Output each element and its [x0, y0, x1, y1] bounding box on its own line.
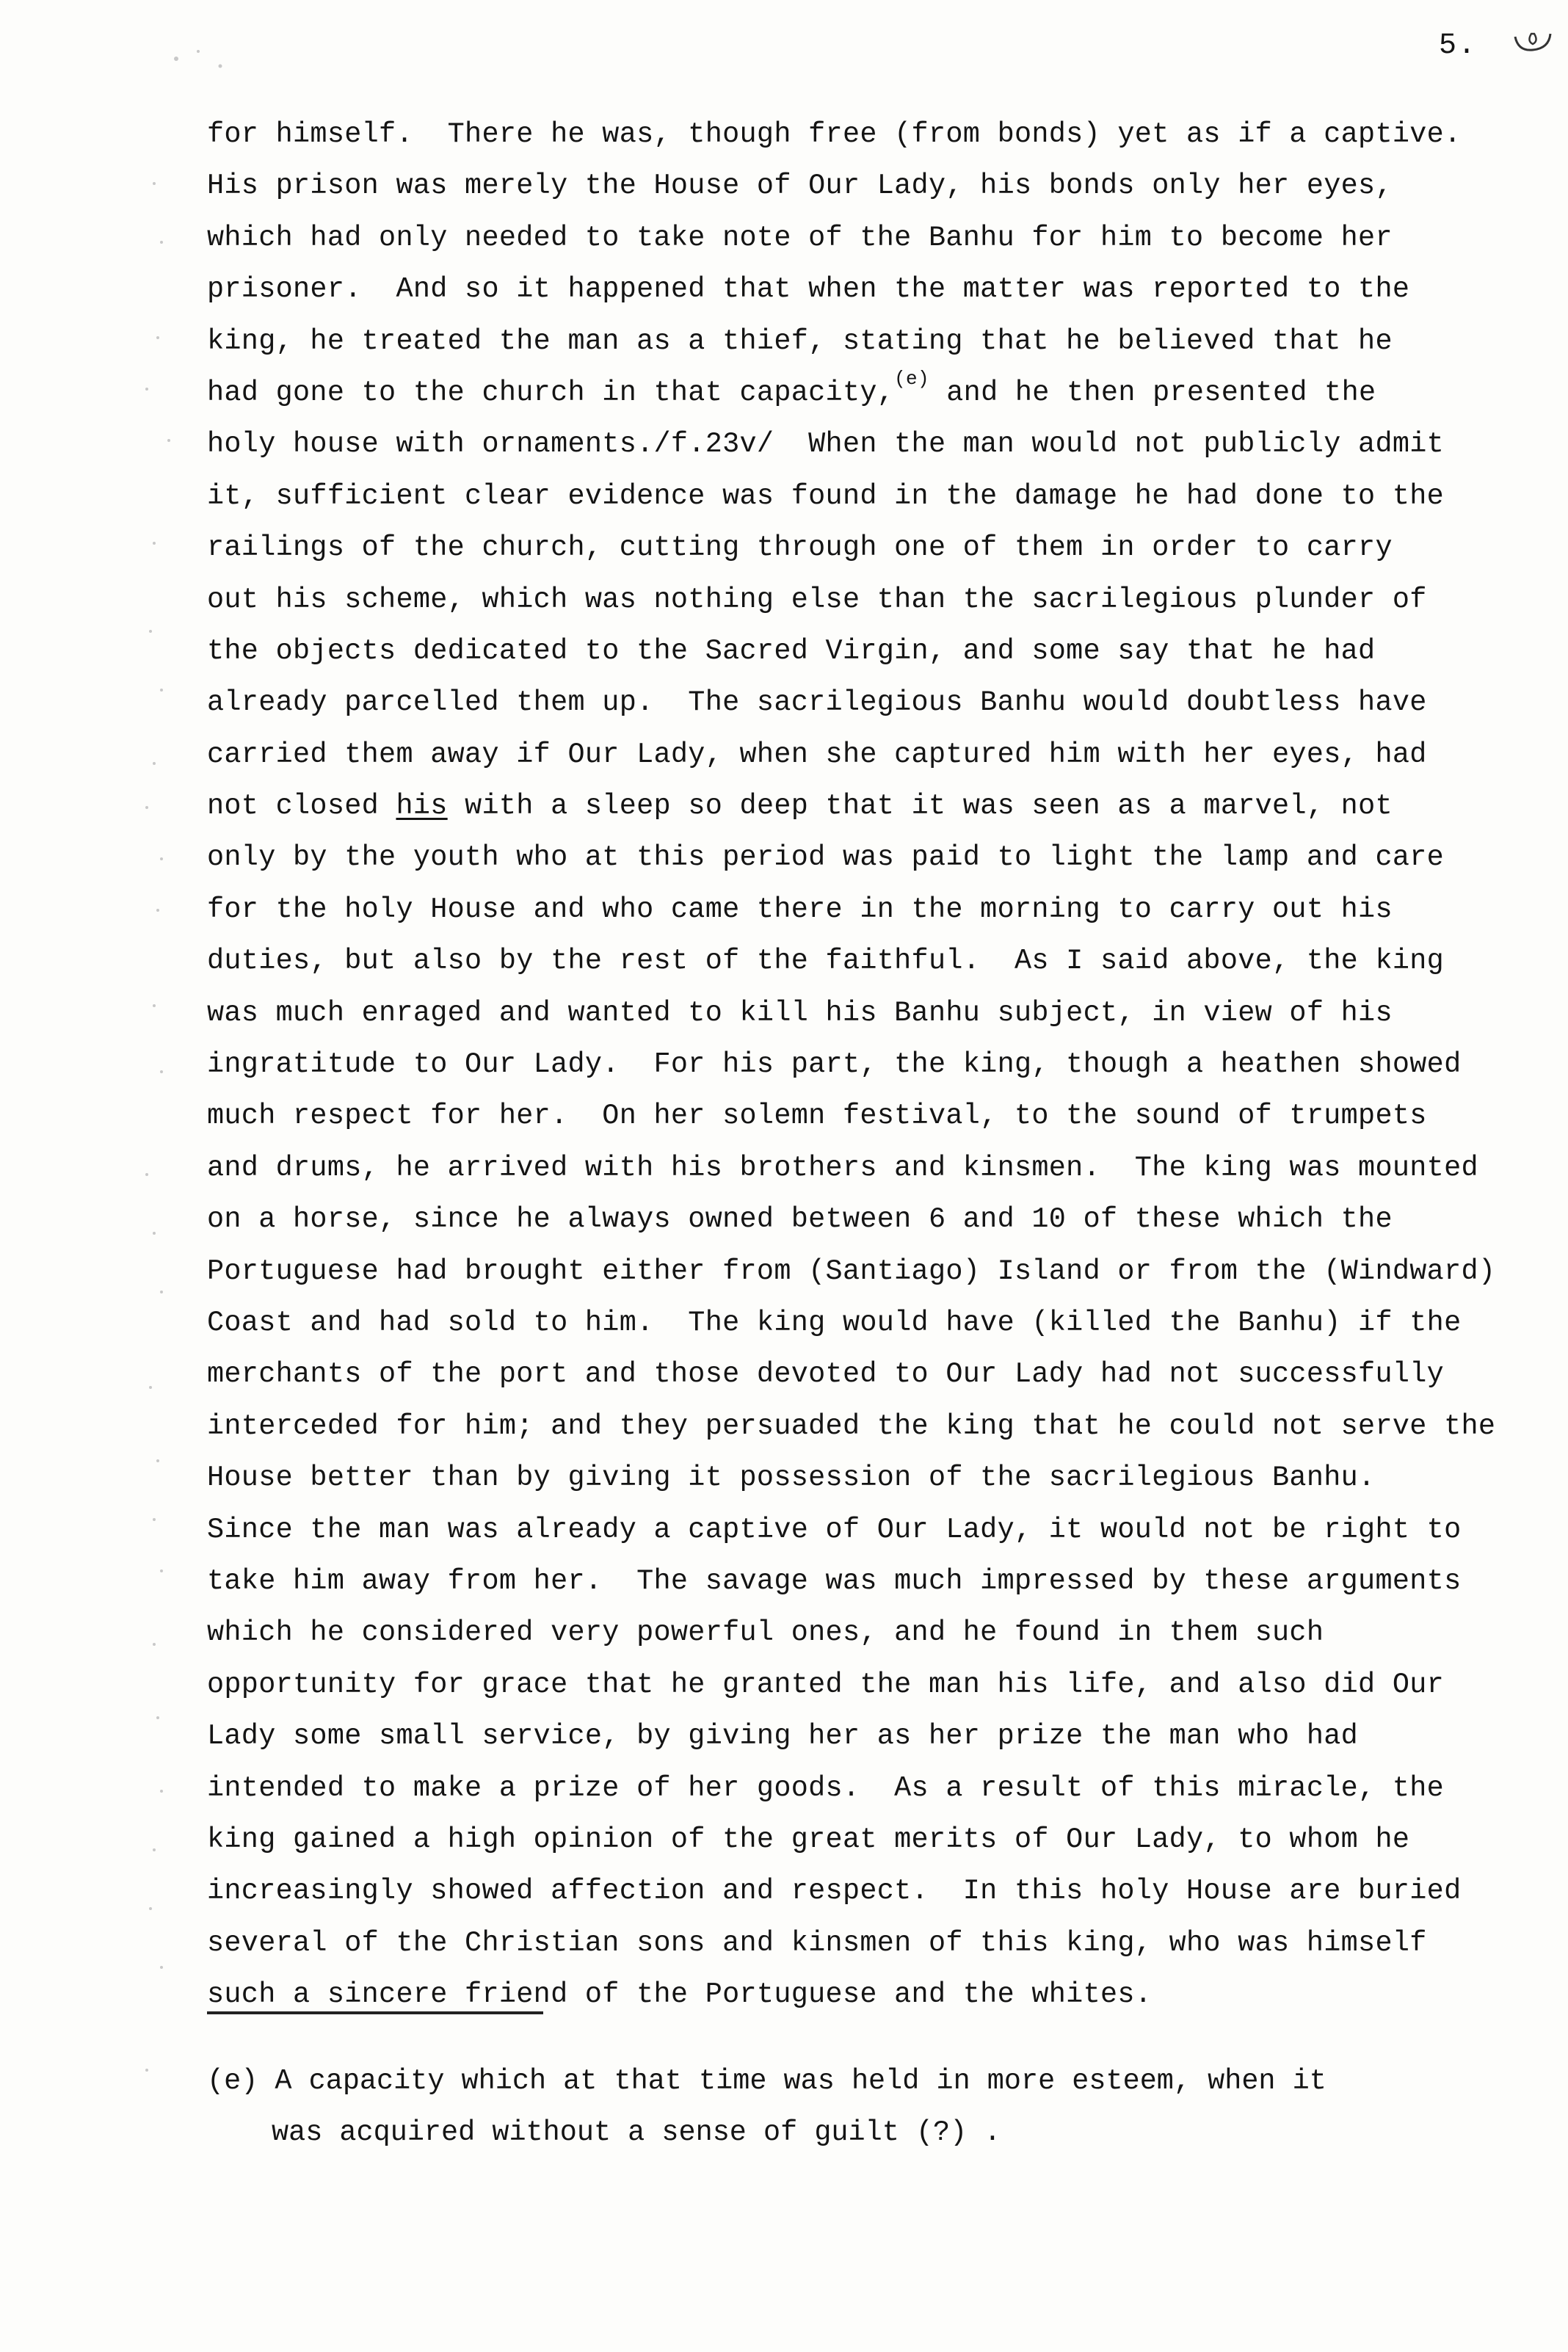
text-line: Coast and had sold to him. The king would have (killed the Banhu) if the	[207, 1306, 1462, 1339]
text-segment: not closed	[207, 790, 396, 823]
text-line: it, sufficient clear evidence was found in the damage he had done to the	[207, 479, 1445, 512]
text-line: king, he treated the man as a thief, stating that he believed that he	[207, 324, 1393, 357]
page-number: 5.	[1439, 29, 1478, 62]
footnote-line: was acquired without a sense of guilt (?) .	[272, 2116, 1001, 2149]
text-line: for the holy House and who came there in the morning to carry out his	[207, 893, 1393, 926]
text-line	[207, 367, 1550, 418]
text-line	[207, 780, 1550, 832]
footnote-marker: (e)	[894, 367, 929, 390]
handwritten-folio-mark	[1511, 26, 1555, 56]
text-line: prisoner. And so it happened that when the matter was reported to the	[207, 273, 1410, 306]
text-line: holy house with ornaments./f.23v/ When the man would not publicly admit	[207, 428, 1445, 461]
text-line: ingratitude to Our Lady. For his part, the king, though a heathen showed	[207, 1048, 1462, 1081]
text-line: His prison was merely the House of Our Lady, his bonds only her eyes,	[207, 170, 1393, 203]
body-text	[207, 109, 1550, 2020]
text-line: out his scheme, which was nothing else than the sacrilegious plunder of	[207, 583, 1427, 616]
text-line: railings of the church, cutting through one of them in order to carry	[207, 531, 1393, 565]
text-line: king gained a high opinion of the great merits of Our Lady, to whom he	[207, 1823, 1410, 1856]
text-segment: and he then presented the	[929, 376, 1376, 409]
text-line: the objects dedicated to the Sacred Virgin, and some say that he had	[207, 634, 1376, 667]
text-line: already parcelled them up. The sacrilegious Banhu would doubtless have	[207, 686, 1427, 719]
footnote-divider	[207, 2011, 543, 2014]
text-line: duties, but also by the rest of the faithful. As I said above, the king	[207, 945, 1445, 978]
text-line: much respect for her. On her solemn festival, to the sound of trumpets	[207, 1100, 1427, 1133]
text-line: increasingly showed affection and respect. In this holy House are buried	[207, 1875, 1462, 1908]
text-line: several of the Christian sons and kinsmen of this king, who was himself	[207, 1926, 1427, 1959]
footnote-line: (e) A capacity which at that time was held in more esteem, when it	[207, 2065, 1326, 2097]
text-line: House better than by giving it possession of the sacrilegious Banhu.	[207, 1462, 1376, 1495]
text-line: opportunity for grace that he granted the man his life, and also did Our	[207, 1668, 1445, 1701]
text-line: for himself. There he was, though free (from bonds) yet as if a captive.	[207, 118, 1462, 150]
text-line: Portuguese had brought either from (Santiago) Island or from the (Windward)	[207, 1255, 1496, 1288]
text-line: merchants of the port and those devoted to Our Lady had not successfully	[207, 1358, 1445, 1391]
text-line: was much enraged and wanted to kill his Banhu subject, in view of his	[207, 996, 1393, 1029]
text-line: carried them away if Our Lady, when she captured him with her eyes, had	[207, 738, 1427, 771]
text-line: on a horse, since he always owned between 6 and 10 of these which the	[207, 1203, 1393, 1236]
text-line: which had only needed to take note of the Banhu for him to become her	[207, 221, 1393, 254]
text-segment: with a sleep so deep that it was seen as a marvel, not	[447, 790, 1393, 823]
underlined-word: his	[396, 790, 448, 823]
text-line: Since the man was already a captive of Our Lady, it would not be right to	[207, 1513, 1462, 1546]
text-line: and drums, he arrived with his brothers and kinsmen. The king was mounted	[207, 1151, 1478, 1184]
text-line: such a sincere friend of the Portuguese and the whites.	[207, 1978, 1153, 2011]
text-line: only by the youth who at this period was paid to light the lamp and care	[207, 841, 1445, 874]
text-line: intended to make a prize of her goods. As a result of this miracle, the	[207, 1771, 1445, 1804]
footnote	[207, 2055, 1528, 2158]
text-line: interceded for him; and they persuaded the king that he could not serve the	[207, 1409, 1496, 1442]
text-line: take him away from her. The savage was much impressed by these arguments	[207, 1564, 1462, 1597]
text-line: Lady some small service, by giving her as her prize the man who had	[207, 1720, 1359, 1753]
text-line: which he considered very powerful ones, and he found in them such	[207, 1616, 1324, 1649]
text-segment: had gone to the church in that capacity,	[207, 376, 895, 409]
